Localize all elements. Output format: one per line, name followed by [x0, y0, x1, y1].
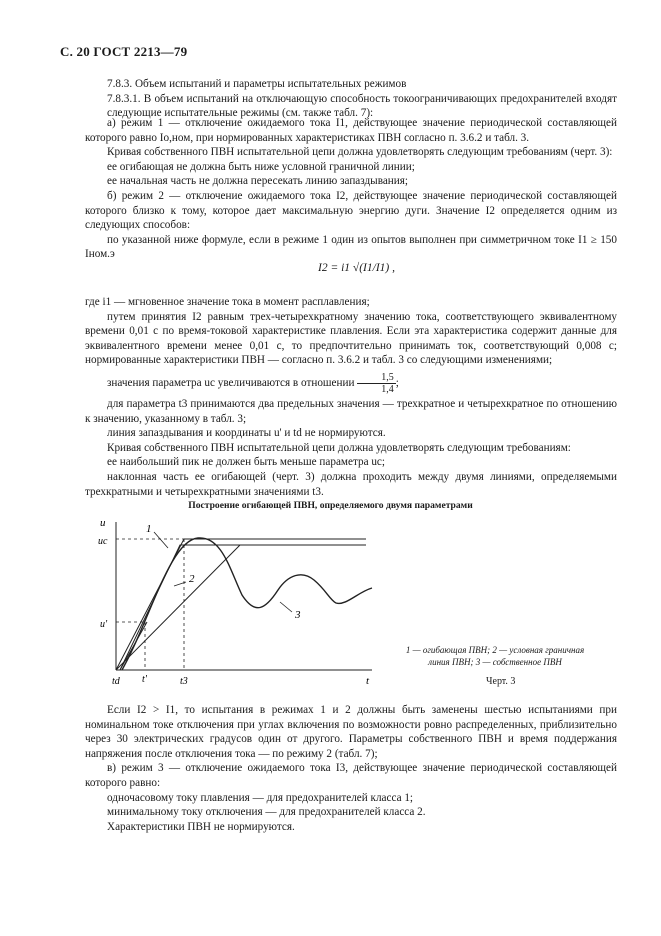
leader-1	[154, 532, 168, 548]
boundary-line-2	[116, 545, 240, 670]
mode-c-item-1: одночасовому току плавления — для предохранителей класса 1;	[107, 791, 414, 804]
curve-label-1: 1	[146, 523, 152, 535]
after-figure-paragraph: Если I2 > I1, то испытания в режимах 1 и 2 должны быть заменены шестью испытаниями при номинальном токе отключения при углах включения по возможности ровно распределенных, приблизительно через 30 электрических градусов один от другого. Параметры собственного ПВН и время поддержания напряжения после отключения тока — по режиму 2 (табл. 7);	[85, 704, 617, 760]
t3-label: t3	[180, 676, 188, 687]
requirement-2: ее начальная часть не должна пересекать линию запаздывания;	[107, 175, 409, 188]
paragraph-7831: 7.8.3.1. В объем испытаний на отключающую способность токоограничивающих предохранителей входят следующие испытательные режимы (см. также табл. 7):	[107, 92, 617, 120]
mode-b: б) режим 2 — отключение ожидаемого тока I2, действующее значение периодической составляющей которого близко к тому, которое дает максимальную энергию дуги. Значение I2 определяется одним из следующих способов:	[85, 189, 617, 232]
mode-c: в) режим 3 — отключение ожидаемого тока I3, действующее значение периодической составляющей которого равно:	[85, 762, 617, 789]
axis-t-label: t	[366, 675, 370, 687]
ratio-fraction	[357, 372, 396, 395]
where-line: где i1 — мгновенное значение тока в момент расплавления;	[85, 296, 370, 308]
t3-change: для параметра t3 принимаются два предельных значения — трехкратное и четырехкратное по отношению к значению, указанному в табл. 3;	[85, 397, 617, 425]
section-heading: 7.8.3. Объем испытаний и параметры испытательных режимов	[107, 78, 407, 90]
text-block-2	[85, 116, 617, 262]
figure-caption: Черт. 3	[486, 676, 516, 687]
axis-u-label: u	[100, 517, 106, 529]
method-2: путем принятия I2 равным трех-четырехкратному значению тока, соответствующего эквивалентному времени 0,01 с по время-токовой характеристике плавления. Если эта характеристика содержит данные для эквивалентного времени менее 0,01 с, то предпочтительно принимать ток, соответствующий 0,008 с; нормированные характеристики ПВН — согласно п. 3.6.2 и табл. 3 со следующими изменениями;	[85, 310, 617, 367]
requirements-intro: Кривая собственного ПВН испытательной цепи должна удовлетворять следующим требованиям (черт. 3):	[107, 146, 613, 159]
formula: I2 = i1 √(I1/I1) ,	[318, 262, 395, 274]
text-block-4	[85, 703, 617, 834]
uprime-label: u'	[100, 619, 108, 630]
envelope-curve-1b	[120, 545, 366, 670]
figure-legend: 1 — огибающая ПВН; 2 — условная граничная линия ПВН; 3 — собственное ПВН	[405, 645, 585, 667]
mode-c-item-3: Характеристики ПВН не нормируются.	[107, 820, 295, 833]
figure-title: Построение огибающей ПВН, определяемого двумя параметрами	[188, 500, 473, 511]
page-header: С. 20 ГОСТ 2213—79	[60, 44, 188, 59]
curve-label-3: 3	[295, 609, 301, 621]
uc-change-text: значения параметра uc увеличиваются в отношении	[107, 377, 355, 390]
uc-change: значения параметра uc увеличиваются в отношении $\frac{1,5}{1,4}$ ;	[107, 371, 399, 395]
fraction-denominator: 1,4	[381, 383, 394, 395]
peak-requirement: ее наибольший пик не должен быть меньше параметра uc;	[107, 456, 385, 469]
figure-graph	[90, 510, 390, 690]
tprime-label: t'	[142, 674, 147, 685]
text-block-1	[107, 77, 617, 121]
envelope-curve-1	[116, 539, 366, 670]
leader-3	[280, 602, 292, 612]
method-1: по указанной ниже формуле, если в режиме 1 один из опытов выполнен при симметричном токе I1 ≥ 150 Iном.э	[85, 233, 617, 261]
requirements-intro-2: Кривая собственного ПВН испытательной цепи должна удовлетворять следующим требованиям:	[107, 441, 571, 454]
slope-requirement: наклонная часть ее огибающей (черт. 3) должна проходить между двумя линиями, определяемыми трехкратными и четырехкратными значениями t3.	[85, 470, 617, 498]
uc-label: uc	[98, 536, 108, 547]
curve-label-2: 2	[189, 573, 195, 585]
mode-a: а) режим 1 — отключение ожидаемого тока I1, действующее значение периодической составляющей которого равно Iо,ном, при нормированных характеристиках ПВН согласно п. 3.6.2 и табл. 3.	[85, 117, 617, 144]
recovery-voltage-curve-3	[122, 538, 372, 670]
requirement-1: ее огибающая не должна быть ниже условной граничной линии;	[107, 160, 415, 173]
td-label: td	[112, 676, 120, 687]
fraction-numerator: 1,5	[357, 372, 396, 384]
text-block-3	[85, 295, 617, 499]
mode-c-item-2: минимальному току отключения — для предохранителей класса 2.	[107, 806, 426, 819]
delay-line-note: линия запаздывания и координаты u' и td не нормируются.	[107, 427, 386, 440]
